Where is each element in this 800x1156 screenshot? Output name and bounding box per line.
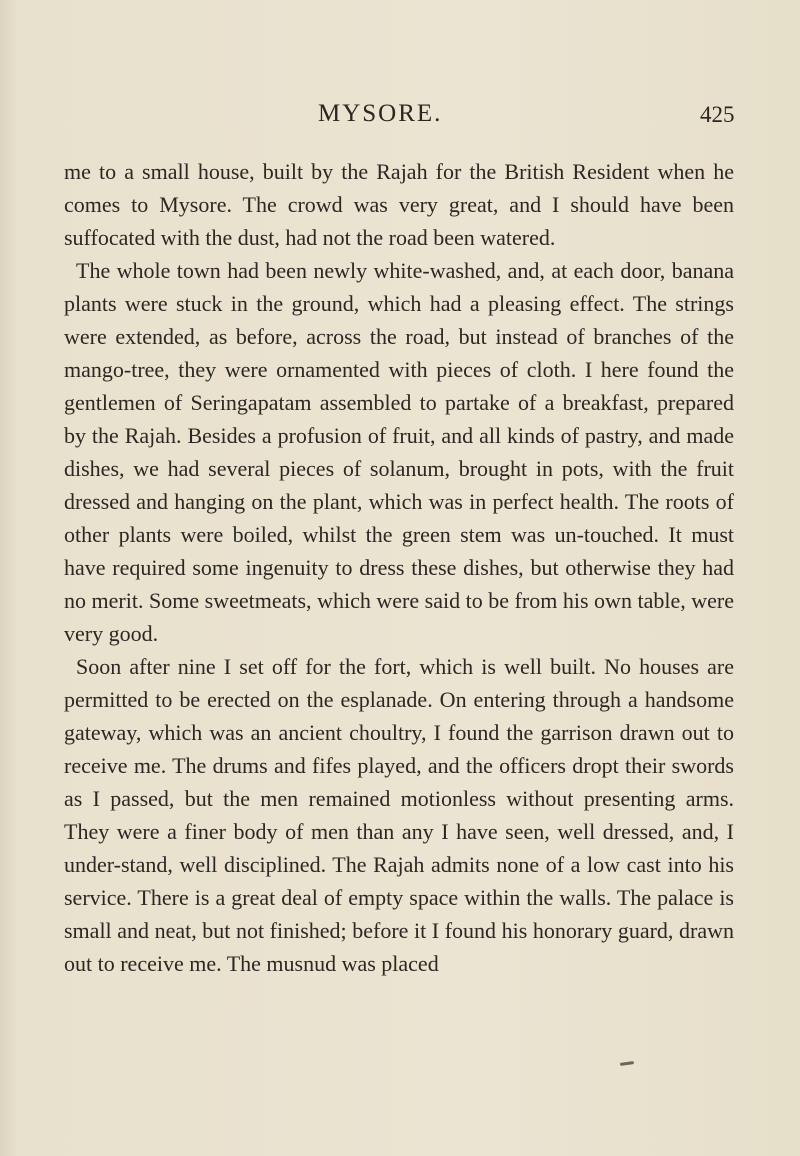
paragraph-3: Soon after nine I set off for the fort, which is well built. No houses are permitted to be erected on the esplanade. On entering through a handsome gateway, which was an ancient choultry, I found the garrison drawn out to receive me. The drums and fifes played, and the officers dropt their swords as I passed, but the men remained motionless without presenting arms. They were a finer body of men than any I have seen, well dressed, and, I under-stand, well disciplined. The Rajah admits none of a low cast into his service. There is a great deal of empty space within the walls. The palace is small and neat, but not finished; before it I found his honorary guard, drawn out to receive me. The musnud was placed <box>64 654 734 976</box>
paragraph-2: The whole town had been newly white-washed, and, at each door, banana plants were stuck in the ground, which had a pleasing effect. The strings were extended, as before, across the road, but instead of branches of the mango-tree, they were ornamented with pieces of cloth. I here found the gentlemen of Seringapatam assembled to partake of a breakfast, prepared by the Rajah. Besides a profusion of fruit, and all kinds of pastry, and made dishes, we had several pieces of solanum, brought in pots, with the fruit dressed and hanging on the plant, which was in perfect health. The roots of other plants were boiled, whilst the green stem was un-touched. It must have required some ingenuity to dress these dishes, but otherwise they had no merit. Some sweetmeats, which were said to be from his own table, were very good. <box>64 258 734 646</box>
paragraph-1: me to a small house, built by the Rajah for the British Resident when he comes to Mysore. The crowd was very great, and I should have been suffocated with the dust, had not the road been watered. <box>64 159 734 250</box>
page-number: 425 <box>700 102 735 127</box>
running-head: MYSORE. <box>318 100 443 127</box>
body-text <box>64 155 734 980</box>
ink-mark <box>620 1061 634 1066</box>
page-header <box>0 88 800 128</box>
